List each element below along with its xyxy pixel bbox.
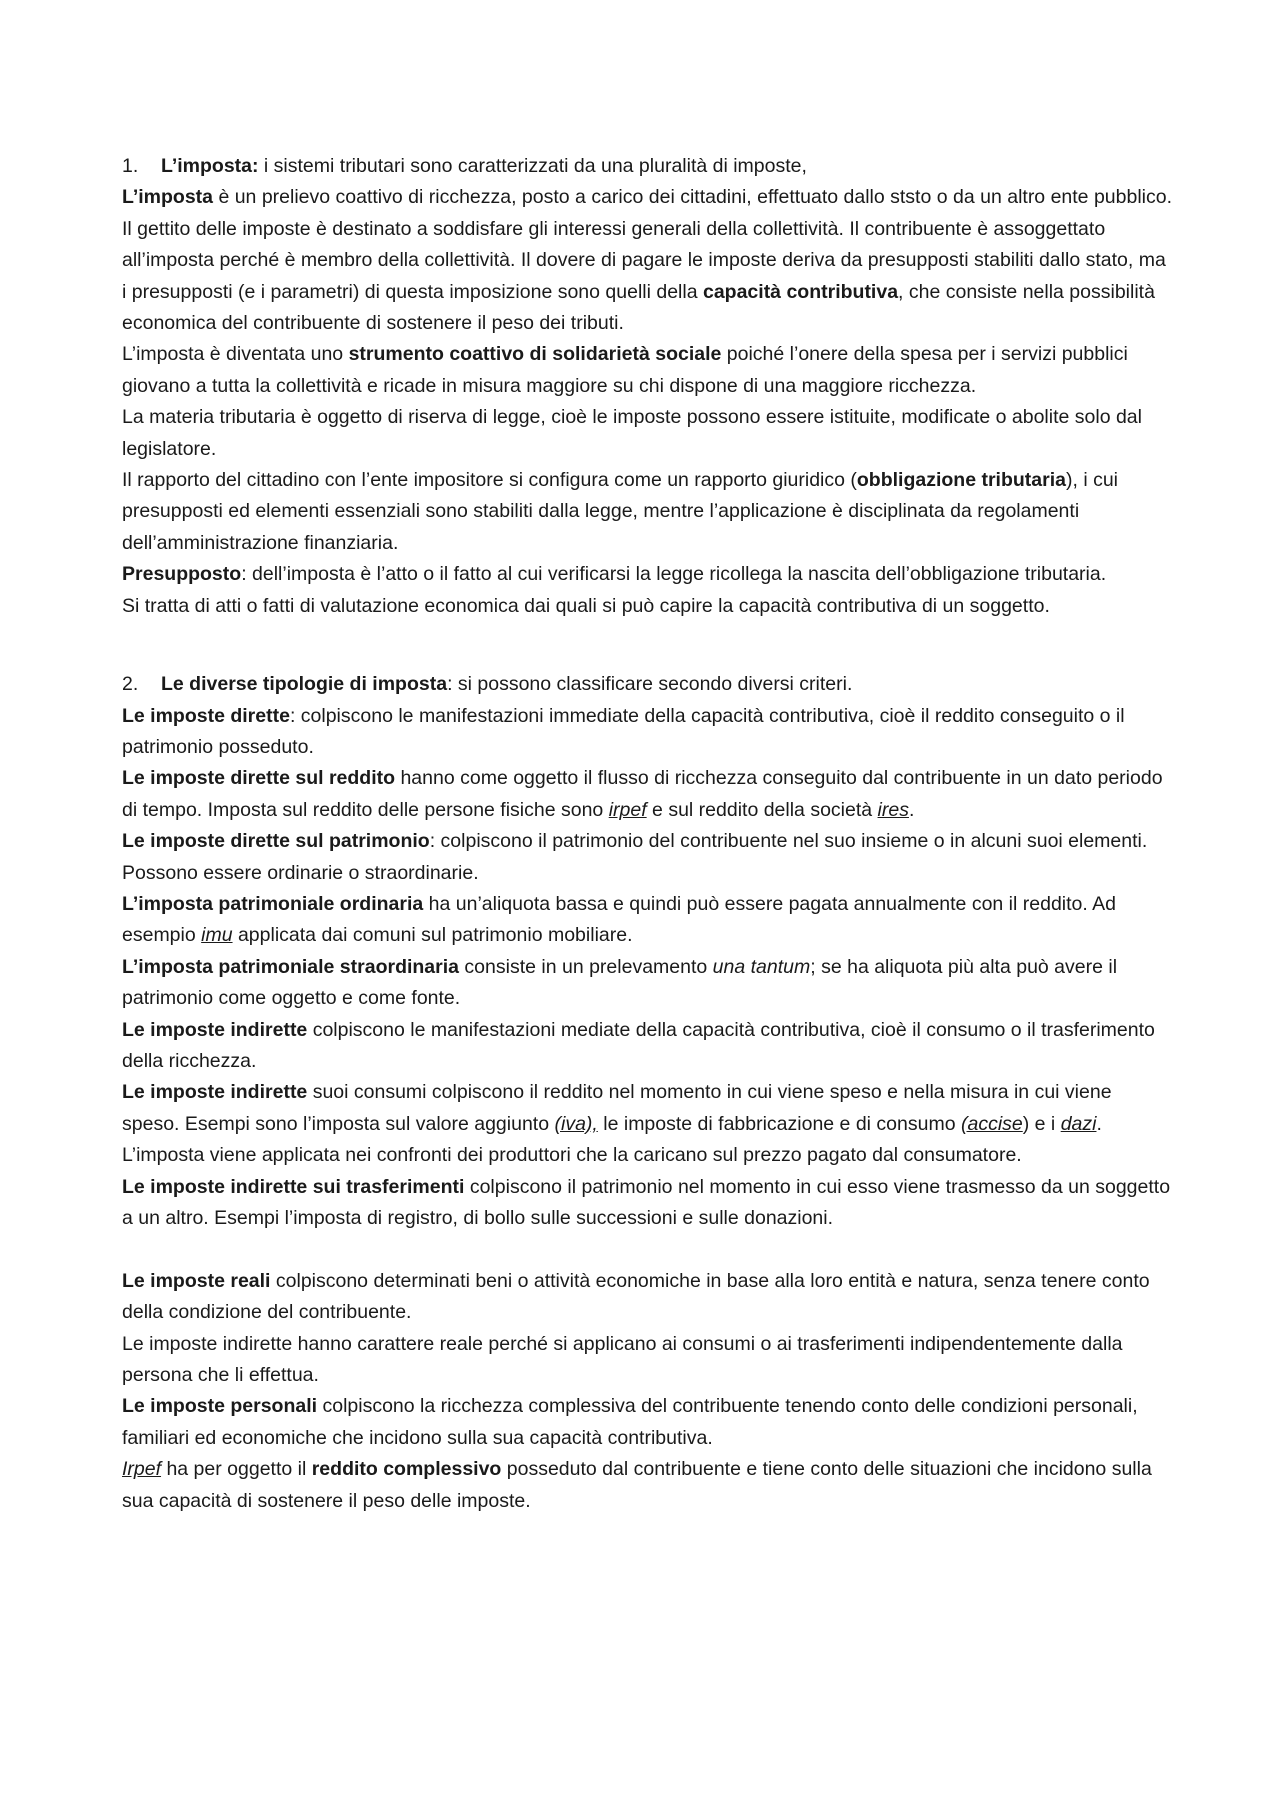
paragraph-text: . [1096, 1112, 1102, 1135]
paragraph [122, 1266, 1172, 1329]
paragraph [122, 889, 1172, 952]
paragraph-text: poiché l’onere della spesa per i servizi pubblici giovano a tutta la collettività e ricade in misura maggiore su chi dispone di una maggiore ricchezza. [122, 343, 1128, 397]
paragraph-text: L’imposta è diventata uno [122, 343, 349, 366]
paragraph [122, 1015, 1172, 1078]
paragraph-text: . [908, 798, 915, 821]
paragraph-text: suoi consumi colpiscono il reddito nel momento in cui viene speso e nella misura in cui viene speso. Esempi sono l’imposta sul valore aggiunto [122, 1081, 1112, 1135]
bold-term: Presupposto [122, 563, 242, 586]
paragraph-spacer [122, 1234, 1172, 1265]
paragraph-text: : dell’imposta è l’atto o il fatto al cui verificarsi la legge ricollega la nascita dell’obbligazione tributaria. [241, 563, 1107, 586]
paragraph-text: ) e i [1022, 1112, 1061, 1135]
bold-term: Le imposte dirette sul patrimonio [122, 830, 430, 853]
bold-term: reddito complessivo [311, 1458, 502, 1481]
paragraph-text: consiste in un prelevamento [459, 955, 713, 978]
section-number: 1. [122, 155, 139, 177]
bold-term: Le imposte indirette [122, 1081, 308, 1104]
paragraph-text: e sul reddito della società [646, 798, 878, 821]
paragraph-text: , che consiste nella possibilità economica del contribuente di sostenere il peso dei tributi. [122, 280, 1155, 335]
paragraph-text: : colpiscono le manifestazioni immediate della capacità contributiva, cioè il reddito conseguito o il patrimonio posseduto. [122, 704, 1125, 758]
paragraph-text: ha un’aliquota bassa e quindi può essere pagata annualmente con il reddito. Ad esempio [122, 892, 1116, 947]
paragraph: Le imposte indirette hanno carattere reale perché si applicano ai consumi o ai trasferimenti indipendentemente dalla persona che li effettua. [122, 1332, 1123, 1387]
paragraph-text: colpiscono determinati beni o attività economiche in base alla loro entità e natura, senza tenere conto della condizione del contribuente. [122, 1269, 1150, 1324]
paragraph: La materia tributaria è oggetto di riserva di legge, cioè le imposte possono essere istituite, modificate o abolite solo dal legislatore. [122, 406, 1142, 460]
paragraph [122, 559, 1172, 590]
paragraph-text: : si possono classificare secondo diversi criteri. [447, 673, 853, 696]
bold-term: Le imposte personali [122, 1395, 318, 1418]
bold-term: obbligazione tributaria [856, 469, 1066, 492]
bold-term: L’imposta: [161, 155, 259, 177]
italic-term-ires: ires [877, 798, 909, 821]
paragraph-text: applicata dai comuni sul patrimonio mobiliare. [232, 924, 633, 947]
paragraph [122, 214, 1172, 340]
bold-term: Le imposte indirette [122, 1018, 308, 1041]
bold-term: L’imposta [122, 186, 214, 209]
paragraph-text: ; se ha aliquota più alta può avere il patrimonio come oggetto e come fonte. [122, 955, 1118, 1010]
paragraph-text: colpiscono il patrimonio nel momento in cui esso viene trasmesso da un soggetto a un altro. Esempi l’imposta di registro, di bollo sulle successioni e sulle donazioni. [122, 1175, 1171, 1229]
italic-term-imu: imu [201, 924, 233, 947]
italic-term-irpef: Irpef [122, 1458, 162, 1481]
paragraph [122, 339, 1172, 402]
paragraph-text: posseduto dal contribuente e tiene conto delle situazioni che incidono sulla sua capacità di sostenere il peso delle imposte. [122, 1458, 1152, 1512]
paragraph-text: ), i cui presupposti ed elementi essenziali sono stabiliti dalla legge, mentre l’applicazione è disciplinata da regolamenti dell’amministrazione finanziaria. [122, 469, 1118, 554]
paragraph-text: le imposte di fabbricazione e di consumo [597, 1112, 961, 1135]
bold-term: capacità contributiva [702, 280, 899, 303]
paragraph [122, 1172, 1172, 1235]
section-number: 2. [122, 673, 139, 696]
paren-open: ( [960, 1112, 968, 1135]
paragraph [122, 1077, 1172, 1140]
paragraph [122, 763, 1172, 826]
paragraph-text: hanno come oggetto il flusso di ricchezza conseguito dal contribuente in un dato periodo di tempo. Imposta sul reddito delle persone fisiche sono [122, 767, 1163, 821]
paragraph [122, 1454, 1172, 1517]
italic-term: una tantum [712, 955, 811, 978]
paragraph-text: Il gettito delle imposte è destinato a soddisfare gli interessi generali della collettività. Il contribuente è assoggettato all’imposta perché è membro della collettività. Il dovere di pagare le imposte deriva da presupposti stabiliti dallo stato, ma i presupposti (e i parametri) di questa imposizione sono quelli della [122, 217, 1166, 303]
italic-term-accise: accise [967, 1112, 1023, 1135]
bold-term: Le imposte dirette [122, 704, 290, 727]
bold-term: L’imposta patrimoniale straordinaria [122, 955, 460, 978]
bold-term: Le imposte indirette sui trasferimenti [122, 1175, 465, 1198]
paragraph-text: è un prelievo coattivo di ricchezza, posto a carico dei cittadini, effettuato dallo ststo o da un altro ente pubblico. [213, 186, 1172, 209]
paragraph-text: i sistemi tributari sono caratterizzati da una pluralità di imposte, [258, 155, 807, 177]
paragraph [122, 182, 1172, 213]
paragraph [122, 701, 1172, 764]
paragraph: L’imposta viene applicata nei confronti dei produttori che la caricano sul prezzo pagato dal consumatore. [122, 1144, 1022, 1167]
section-2-heading [122, 669, 1172, 700]
italic-term-iva: (iva), [554, 1112, 598, 1135]
bold-term: L’imposta patrimoniale ordinaria [122, 892, 424, 915]
paragraph [122, 826, 1172, 889]
paragraph-text: : colpiscono il patrimonio del contribuente nel suo insieme o in alcuni suoi elementi. Possono essere ordinarie o straordinarie. [122, 830, 1148, 884]
paragraph [122, 1391, 1172, 1454]
paragraph-text: ha per oggetto il [161, 1458, 312, 1481]
paragraph-text: Il rapporto del cittadino con l’ente impositore si configura come un rapporto giuridico ( [122, 469, 857, 492]
bold-term: Le imposte reali [122, 1269, 271, 1292]
italic-term-irpef: irpef [608, 798, 647, 821]
paragraph [122, 465, 1172, 559]
paragraph [122, 952, 1172, 1015]
italic-term-dazi: dazi [1060, 1112, 1097, 1135]
paragraph-text: colpiscono la ricchezza complessiva del contribuente tenendo conto delle condizioni personali, familiari ed economiche che incidono sulla sua capacità contributiva. [122, 1395, 1138, 1449]
bold-term: strumento coattivo di solidarietà sociale [348, 343, 722, 366]
section-1-heading [122, 151, 1172, 182]
bold-term: Le diverse tipologie di imposta [161, 673, 448, 696]
section-spacer [122, 622, 1172, 669]
bold-term: Le imposte dirette sul reddito [122, 767, 396, 790]
paragraph-text: colpiscono le manifestazioni mediate della capacità contributiva, cioè il consumo o il trasferimento della ricchezza. [122, 1018, 1155, 1072]
document-body [122, 151, 1172, 1517]
paragraph: Si tratta di atti o fatti di valutazione economica dai quali si può capire la capacità contributiva di un soggetto. [122, 594, 1050, 617]
